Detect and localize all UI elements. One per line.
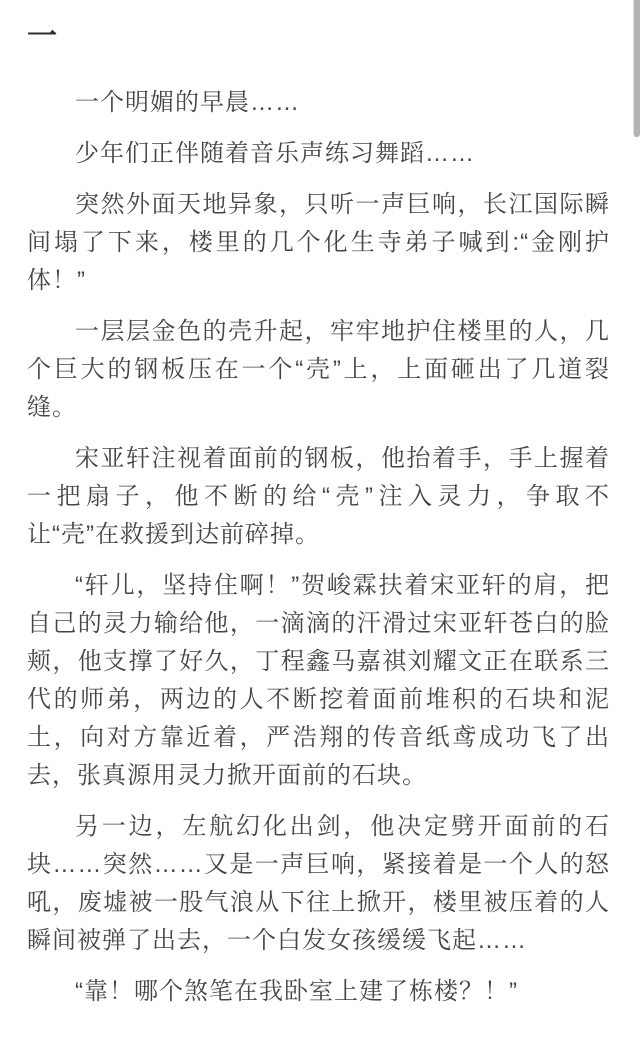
scrollbar-thumb[interactable] [633,0,640,137]
paragraph: 宋亚轩注视着面前的钢板，他抬着手，手上握着一把扇子，他不断的给“壳”注入灵力，争取不让“壳”在救援到达前碎掉。 [27,445,610,548]
paragraph: 突然外面天地异象，只听一声巨响，长江国际瞬间塌了下来，楼里的几个化生寺弟子喊到:“金刚护体！” [27,191,610,294]
paragraph: “轩儿，坚持住啊！”贺峻霖扶着宋亚轩的肩，把自己的灵力输给他，一滴滴的汗滑过宋亚轩苍白的脸颊，他支撑了好久，丁程鑫马嘉祺刘耀文正在联系三代的师弟，两边的人不断挖着面前堆积的石块和泥土，向对方靠近着，严浩翔的传音纸鸢成功飞了出去，张真源用灵力掀开面前的石块。 [27,572,610,789]
paragraph: “靠！哪个煞笔在我卧室上建了栋楼？！” [75,978,518,1005]
paragraph: 一个明媚的早晨…… [75,89,300,116]
paragraph: 少年们正伴随着音乐声练习舞蹈…… [75,140,475,167]
paragraph: 另一边，左航幻化出剑，他决定劈开面前的石块……突然……又是一声巨响，紧接着是一个人的怒吼，废墟被一股气浪从下往上掀开，楼里被压着的人瞬间被弹了出去，一个白发女孩缓缓飞起…… [27,813,610,954]
chapter-heading: 一 [27,20,58,53]
paragraph: 一层层金色的壳升起，牢牢地护住楼里的人，几个巨大的钢板压在一个“壳”上，上面砸出了几道裂缝。 [27,318,610,421]
